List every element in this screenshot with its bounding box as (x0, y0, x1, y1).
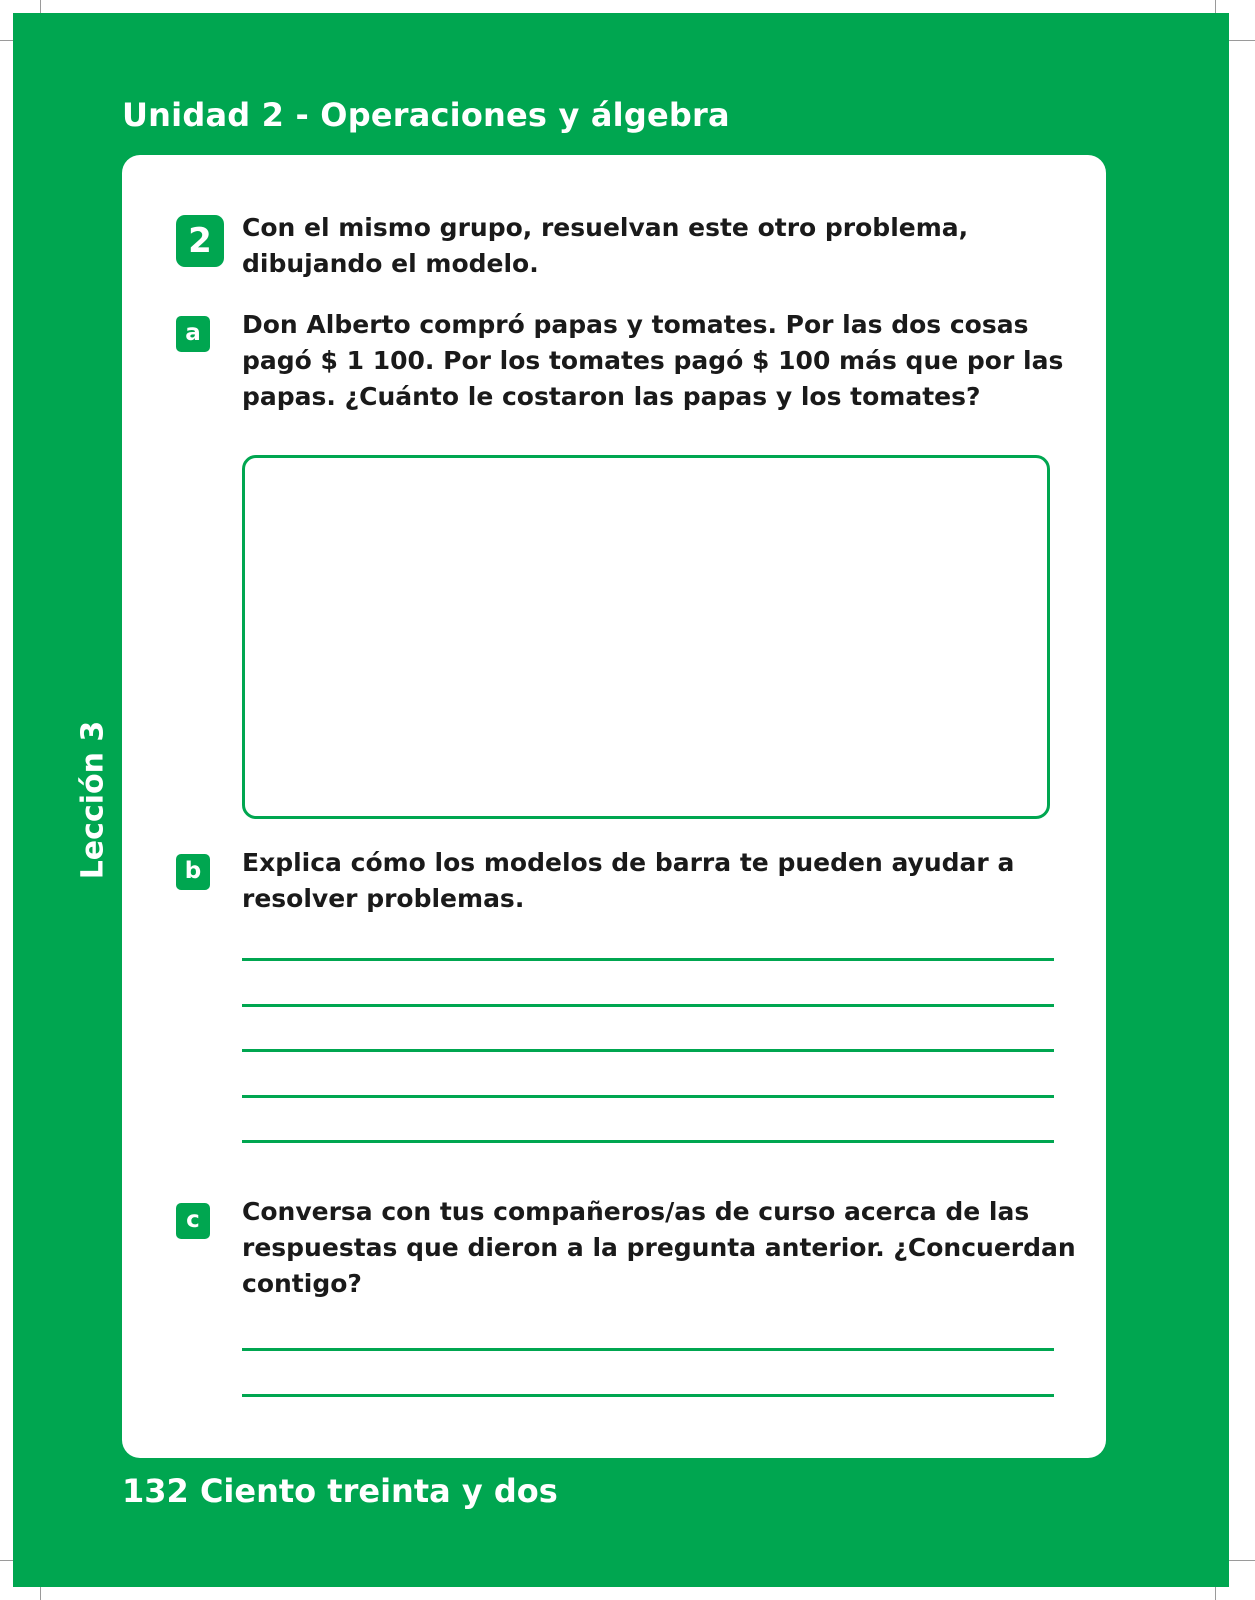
answer-line[interactable] (242, 1004, 1054, 1007)
item-a-text: Don Alberto compró papas y tomates. Por las dos cosas pagó $ 1 100. Por los tomates pagó $ 100 más que por las papas. ¿Cuánto le costaron las papas y los tomates? (242, 310, 1064, 411)
item-c-text: Conversa con tus compañeros/as de curso acerca de las respuestas que dieron a la pregunta anterior. ¿Concuerdan contigo? (242, 1197, 1076, 1298)
page-footer: 132 Ciento treinta y dos (122, 1472, 558, 1510)
answer-line[interactable] (242, 1140, 1054, 1143)
lesson-tab: Lección 3 (75, 720, 111, 880)
item-letter-badge-c: c (176, 1203, 210, 1239)
answer-line[interactable] (242, 958, 1054, 961)
activity-instruction: Con el mismo grupo, resuelvan este otro problema, dibujando el modelo. (242, 213, 969, 278)
unit-title: Unidad 2 - Operaciones y álgebra (122, 96, 730, 134)
answer-line[interactable] (242, 1348, 1054, 1351)
activity-number-badge: 2 (176, 215, 224, 267)
item-b-text: Explica cómo los modelos de barra te pueden ayudar a resolver problemas. (242, 848, 1015, 913)
answer-line[interactable] (242, 1394, 1054, 1397)
item-letter-badge-a: a (176, 316, 210, 352)
crop-mark (1229, 40, 1255, 41)
crop-mark (1229, 1560, 1255, 1561)
item-letter-badge-b: b (176, 854, 210, 890)
worksheet-card (122, 155, 1106, 1458)
answer-line[interactable] (242, 1049, 1054, 1052)
drawing-answer-box[interactable] (242, 455, 1050, 819)
answer-line[interactable] (242, 1095, 1054, 1098)
